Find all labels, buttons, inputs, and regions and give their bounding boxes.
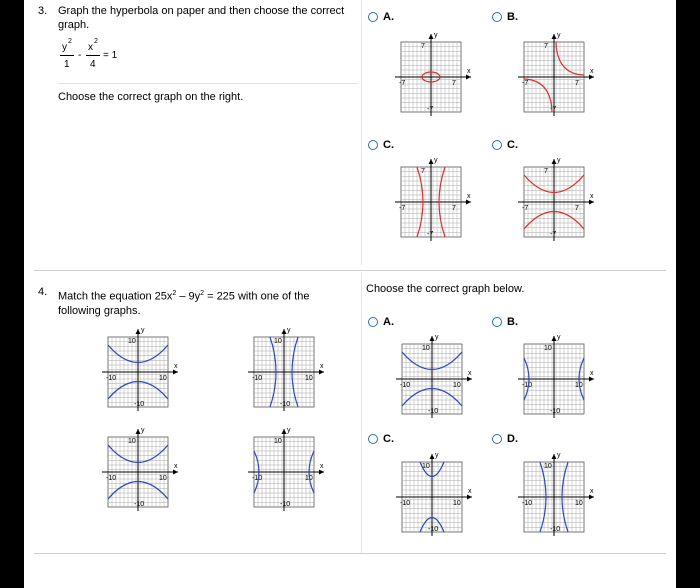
- x-min-label: -10: [252, 475, 263, 482]
- x-min-label: -10: [522, 382, 533, 389]
- q4-graph-a[interactable]: [380, 332, 480, 427]
- y-axis-arrow: [552, 159, 557, 164]
- x-max-label: 7: [452, 80, 456, 87]
- x-min-label: -7: [399, 80, 406, 87]
- y-max-label: 10: [422, 345, 430, 352]
- y-max-label: 10: [274, 438, 282, 445]
- x-axis-arrow: [466, 200, 471, 205]
- x-max-label: 10: [159, 475, 167, 482]
- x-axis-arrow: [466, 75, 471, 80]
- q3-graph-a[interactable]: [379, 30, 479, 125]
- y-axis-arrow: [552, 454, 557, 459]
- y-axis-label: y: [435, 334, 439, 341]
- x-axis-label: x: [590, 193, 594, 200]
- y-axis-arrow: [282, 429, 287, 434]
- y-max-label: 10: [544, 345, 552, 352]
- y-max-label: 10: [422, 463, 430, 470]
- x-axis-arrow: [589, 200, 594, 205]
- y-max-label: 10: [274, 338, 282, 345]
- x-axis-label: x: [320, 463, 324, 470]
- eq-minus: -: [78, 50, 82, 61]
- q4-eq-part1: Match the equation 25x: [58, 290, 173, 303]
- q4-eq-sup1: 2: [172, 290, 177, 297]
- y-axis-label: y: [435, 452, 439, 459]
- q4-prompt-line1: [58, 287, 358, 304]
- q3-prompt-line1: Graph the hyperbola on paper and then choose the correct: [58, 5, 345, 17]
- q4-radio-d[interactable]: [492, 434, 502, 444]
- x-max-label: 10: [305, 475, 313, 482]
- y-min-label: -7: [427, 106, 434, 113]
- q3-prompt-line2: graph.: [58, 19, 90, 31]
- q4-eq-part2: – 9y: [176, 290, 201, 303]
- y-axis-label: y: [434, 157, 438, 164]
- y-min-label: -10: [550, 408, 561, 415]
- q3-option-a[interactable]: [368, 11, 394, 23]
- q4-prompt-line2: following graphs.: [58, 304, 141, 317]
- y-axis-arrow: [430, 336, 435, 341]
- x-axis-arrow: [467, 377, 472, 382]
- x-max-label: 10: [453, 382, 461, 389]
- q3-column-divider: [361, 0, 362, 265]
- eq-denominator-4: 4: [90, 59, 96, 70]
- eq-sup-x: 2: [94, 38, 98, 45]
- eq-numerator-x: x: [88, 42, 93, 53]
- eq-numerator-y: y: [62, 42, 67, 53]
- x-axis-label: x: [590, 370, 594, 377]
- y-axis-label: y: [557, 334, 561, 341]
- q4-radio-b[interactable]: [492, 317, 502, 327]
- q4-option-a[interactable]: [368, 316, 394, 328]
- q3-option-a-label: A.: [383, 11, 394, 23]
- q3-instruction: Choose the correct graph on the right.: [58, 91, 244, 103]
- y-max-label: 7: [421, 43, 425, 50]
- x-max-label: 7: [452, 205, 456, 212]
- q4-number: 4.: [38, 286, 48, 298]
- x-axis-label: x: [467, 193, 471, 200]
- x-min-label: -10: [400, 382, 411, 389]
- y-axis-label: y: [557, 32, 561, 39]
- x-axis-arrow: [319, 470, 324, 475]
- q4-prompt: [58, 287, 358, 318]
- y-min-label: -10: [280, 401, 291, 408]
- eq-fraction-bar-1: [60, 55, 74, 56]
- y-axis-label: y: [287, 327, 291, 334]
- q4-ref-graph-4: [232, 425, 332, 520]
- x-min-label: -7: [399, 205, 406, 212]
- q3-radio-b[interactable]: [492, 12, 502, 22]
- q4-graph-c[interactable]: [380, 450, 480, 545]
- x-axis-arrow: [173, 470, 178, 475]
- x-axis-label: x: [468, 370, 472, 377]
- y-axis-label: y: [141, 427, 145, 434]
- x-max-label: 10: [159, 375, 167, 382]
- q3-equation: [58, 40, 178, 80]
- q3-prompt: [58, 4, 358, 32]
- q4-ref-graph-2: [232, 325, 332, 420]
- q4-radio-c[interactable]: [368, 434, 378, 444]
- y-axis-arrow: [429, 34, 434, 39]
- q4-option-c-label: C.: [383, 433, 394, 445]
- y-min-label: -7: [427, 231, 434, 238]
- q4-option-b-label: B.: [507, 316, 518, 328]
- q4-graph-d[interactable]: [502, 450, 602, 545]
- q3-radio-a[interactable]: [368, 12, 378, 22]
- y-max-label: 10: [544, 463, 552, 470]
- x-axis-arrow: [589, 495, 594, 500]
- x-axis-label: x: [174, 363, 178, 370]
- q3-option-c[interactable]: [368, 139, 394, 151]
- y-axis-arrow: [552, 336, 557, 341]
- y-min-label: -10: [428, 408, 439, 415]
- y-axis-arrow: [136, 329, 141, 334]
- eq-fraction-bar-2: [86, 55, 100, 56]
- x-axis-label: x: [468, 488, 472, 495]
- x-axis-arrow: [589, 75, 594, 80]
- q3-option-c-label: C.: [383, 139, 394, 151]
- q3-radio-c[interactable]: [368, 140, 378, 150]
- eq-denominator-1: 1: [64, 59, 70, 70]
- q4-option-a-label: A.: [383, 316, 394, 328]
- q3-option-d-label: C.: [507, 139, 518, 151]
- x-min-label: -7: [522, 205, 529, 212]
- x-axis-arrow: [319, 370, 324, 375]
- x-min-label: -10: [522, 500, 533, 507]
- y-max-label: 7: [421, 168, 425, 175]
- x-axis-arrow: [467, 495, 472, 500]
- y-axis-arrow: [430, 454, 435, 459]
- x-max-label: 10: [575, 382, 583, 389]
- q4-ref-graph-3: [86, 425, 186, 520]
- q4-eq-part3: = 225 with one of the: [204, 290, 310, 303]
- x-min-label: -10: [252, 375, 263, 382]
- x-axis-label: x: [590, 488, 594, 495]
- q3-option-b-label: B.: [507, 11, 518, 23]
- q4-graph-b[interactable]: [502, 332, 602, 427]
- y-axis-label: y: [557, 157, 561, 164]
- q4-instruction: Choose the correct graph below.: [366, 283, 525, 295]
- y-min-label: -7: [550, 106, 557, 113]
- x-axis-label: x: [590, 68, 594, 75]
- q4-option-d-label: D.: [507, 433, 518, 445]
- y-max-label: 10: [128, 438, 136, 445]
- q4-option-c[interactable]: [368, 433, 394, 445]
- y-axis-arrow: [552, 34, 557, 39]
- q3-option-b[interactable]: [492, 11, 518, 23]
- eq-rhs: = 1: [103, 50, 118, 61]
- y-min-label: -10: [550, 526, 561, 533]
- q3-number: 3.: [38, 5, 48, 17]
- q3-divider: [58, 83, 358, 84]
- x-axis-label: x: [174, 463, 178, 470]
- y-min-label: -10: [428, 526, 439, 533]
- x-max-label: 7: [575, 80, 579, 87]
- q4-ref-graph-1: [86, 325, 186, 420]
- y-max-label: 7: [544, 43, 548, 50]
- y-axis-arrow: [282, 329, 287, 334]
- x-min-label: -7: [522, 80, 529, 87]
- q3-graph-d[interactable]: [502, 155, 602, 250]
- q4-eq-sup2: 2: [200, 290, 205, 297]
- x-max-label: 7: [575, 205, 579, 212]
- x-min-label: -10: [106, 375, 117, 382]
- q4-option-b[interactable]: [492, 316, 518, 328]
- x-axis-arrow: [173, 370, 178, 375]
- x-max-label: 10: [453, 500, 461, 507]
- q3-graph-b[interactable]: [502, 30, 602, 125]
- y-axis-label: y: [557, 452, 561, 459]
- x-axis-label: x: [467, 68, 471, 75]
- q3-graph-c[interactable]: [379, 155, 479, 250]
- q3-radio-d[interactable]: [492, 140, 502, 150]
- y-axis-label: y: [434, 32, 438, 39]
- worksheet-page: [24, 0, 676, 588]
- y-min-label: -10: [280, 501, 291, 508]
- y-axis-arrow: [429, 159, 434, 164]
- x-min-label: -10: [400, 500, 411, 507]
- x-max-label: 10: [575, 500, 583, 507]
- y-min-label: -10: [134, 501, 145, 508]
- section-divider-2: [34, 553, 666, 554]
- y-axis-label: y: [287, 427, 291, 434]
- y-axis-arrow: [136, 429, 141, 434]
- q4-radio-a[interactable]: [368, 317, 378, 327]
- q4-column-divider: [361, 273, 362, 553]
- y-min-label: -7: [550, 231, 557, 238]
- eq-sup-y: 2: [68, 38, 72, 45]
- q3-option-d[interactable]: [492, 139, 518, 151]
- y-max-label: 10: [128, 338, 136, 345]
- section-divider-1: [34, 270, 666, 271]
- y-min-label: -10: [134, 401, 145, 408]
- y-axis-label: y: [141, 327, 145, 334]
- x-axis-label: x: [320, 363, 324, 370]
- y-max-label: 7: [544, 168, 548, 175]
- x-min-label: -10: [106, 475, 117, 482]
- x-axis-arrow: [589, 377, 594, 382]
- x-max-label: 10: [305, 375, 313, 382]
- q4-option-d[interactable]: [492, 433, 518, 445]
